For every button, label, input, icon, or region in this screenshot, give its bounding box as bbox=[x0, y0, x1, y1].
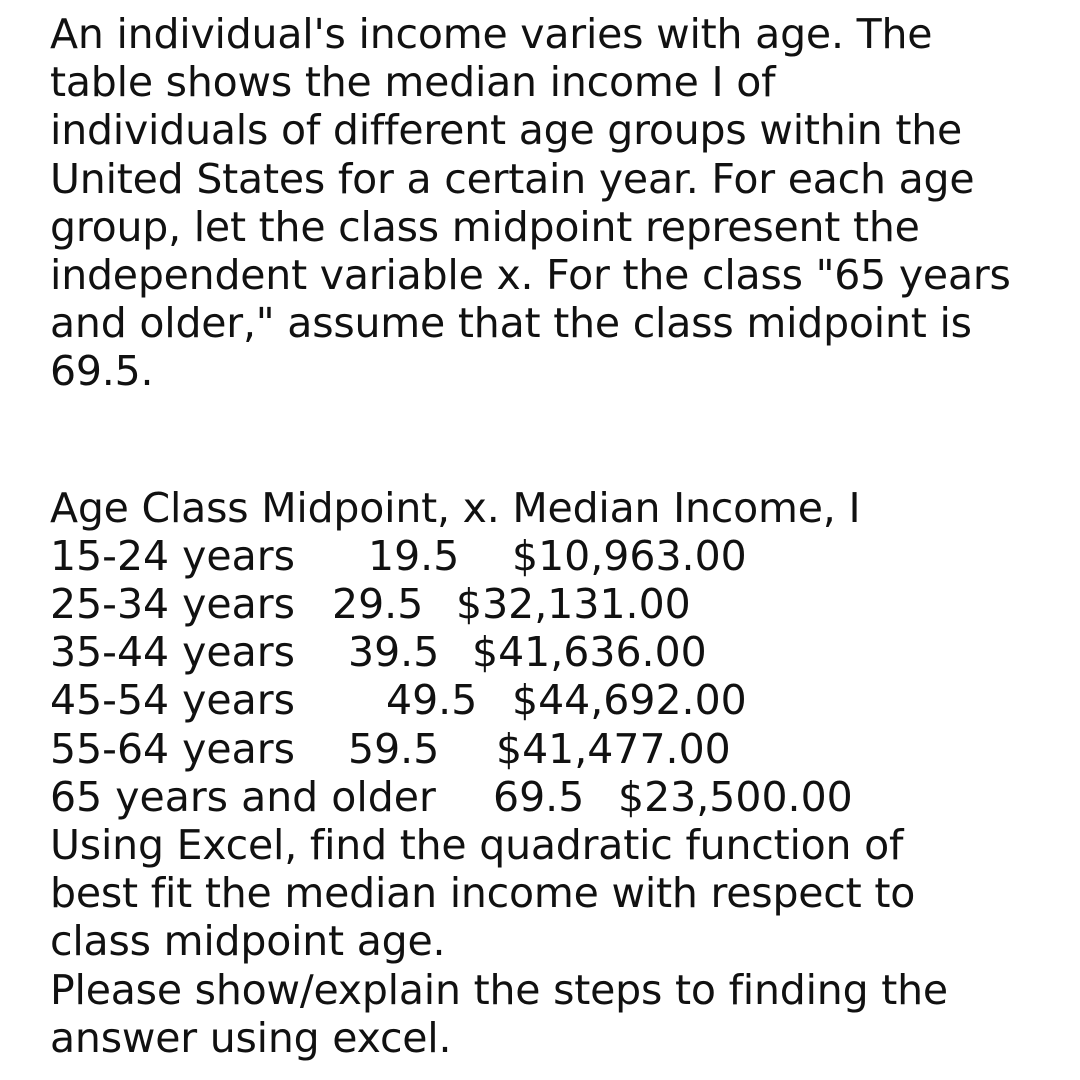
midpoint-cell: 49.5 bbox=[386, 676, 478, 725]
income-cell: $41,636.00 bbox=[472, 628, 707, 677]
question-line: class midpoint age. bbox=[50, 917, 446, 966]
age-class-cell: 15-24 years bbox=[50, 531, 295, 580]
intro-line: table shows the median income I of bbox=[50, 58, 776, 107]
table-row bbox=[50, 532, 1060, 580]
midpoint-cell: 39.5 bbox=[348, 628, 440, 677]
midpoint-cell: 59.5 bbox=[348, 724, 440, 773]
intro-line: United States for a certain year. For each age bbox=[50, 154, 975, 203]
table-row bbox=[50, 580, 1060, 628]
table-row bbox=[50, 725, 1060, 773]
question-line: answer using excel. bbox=[50, 1013, 452, 1062]
income-cell: $44,692.00 bbox=[512, 676, 747, 725]
age-class-cell: 35-44 years bbox=[50, 628, 295, 677]
age-class-cell: 45-54 years bbox=[50, 676, 295, 725]
question-line: Using Excel, find the quadratic function of bbox=[50, 820, 904, 869]
income-cell: $10,963.00 bbox=[512, 531, 747, 580]
intro-line: 69.5. bbox=[50, 347, 154, 396]
table-row bbox=[50, 773, 1060, 821]
midpoint-cell: 19.5 bbox=[368, 531, 460, 580]
intro-line: individuals of different age groups within the bbox=[50, 106, 963, 155]
intro-line: and older," assume that the class midpoint is bbox=[50, 299, 972, 348]
income-cell: $23,500.00 bbox=[618, 772, 853, 821]
problem-document bbox=[50, 10, 1060, 1062]
table-row bbox=[50, 676, 1060, 724]
question-line: Please show/explain the steps to finding the bbox=[50, 965, 948, 1014]
paragraph-gap bbox=[50, 396, 1060, 484]
data-table bbox=[50, 484, 1060, 821]
question-line: best fit the median income with respect to bbox=[50, 869, 916, 918]
intro-paragraph bbox=[50, 10, 1060, 396]
midpoint-cell: 69.5 bbox=[493, 772, 585, 821]
midpoint-cell: 29.5 bbox=[332, 580, 424, 629]
table-header: Age Class Midpoint, x. Median Income, I bbox=[50, 483, 861, 532]
income-cell: $32,131.00 bbox=[456, 580, 691, 629]
table-row bbox=[50, 628, 1060, 676]
intro-line: group, let the class midpoint represent the bbox=[50, 202, 920, 251]
age-class-cell: 55-64 years bbox=[50, 724, 295, 773]
intro-line: independent variable x. For the class "65 years bbox=[50, 251, 1011, 300]
question-paragraph bbox=[50, 821, 1060, 1062]
income-cell: $41,477.00 bbox=[496, 724, 731, 773]
intro-line: An individual's income varies with age. The bbox=[50, 10, 933, 58]
age-class-cell: 65 years and older bbox=[50, 772, 436, 821]
age-class-cell: 25-34 years bbox=[50, 580, 295, 629]
